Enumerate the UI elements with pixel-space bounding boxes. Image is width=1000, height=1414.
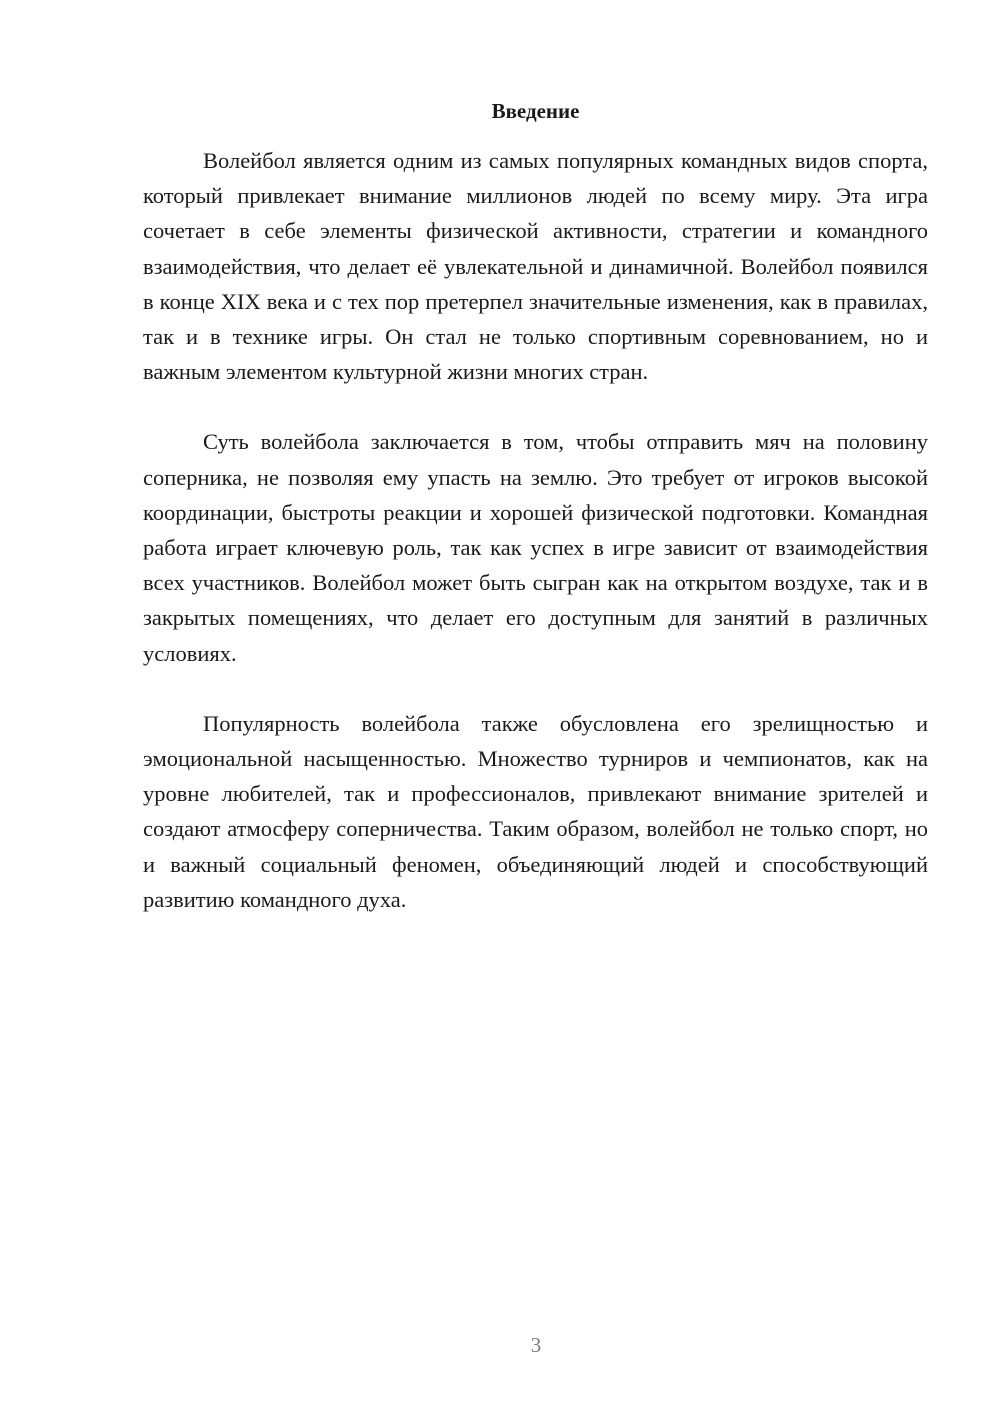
page-title: Введение (491, 99, 580, 123)
paragraph-2: Суть волейбола заключается в том, чтобы отправить мяч на половину соперника, не позволяя ему упасть на землю. Это требует от игроков высокой координации, быстроты реакции и хорошей физической подготовки. Командная работа играет ключевую роль, так как успех в игре зависит от взаимодействия всех участников. Волейбол может быть сыгран как на открытом воздухе, так и в закрытых помещениях, что делает его доступным для занятий в различных условиях. (143, 429, 928, 666)
paragraph-1: Волейбол является одним из самых популярных командных видов спорта, который привлекает внимание миллионов людей по всему миру. Эта игра сочетает в себе элементы физической активности, стратегии и командного взаимодействия, что делает её увлекательной и динамичной. Волейбол появился в конце XIX века и с тех пор претерпел значительные изменения, как в правилах, так и в технике игры. Он стал не только спортивным соревнованием, но и важным элементом культурной жизни многих стран. (143, 148, 928, 385)
page-number: 3 (530, 1333, 542, 1357)
document-body (143, 143, 928, 952)
paragraph-3: Популярность волейбола также обусловлена его зрелищностью и эмоциональной насыщенностью. Множество турниров и чемпионатов, как на уровне любителей, так и профессионалов, привлекают внимание зрителей и создают атмосферу соперничества. Таким образом, волейбол не только спорт, но и важный социальный феномен, объединяющий людей и способствующий развитию командного духа. (143, 710, 928, 912)
